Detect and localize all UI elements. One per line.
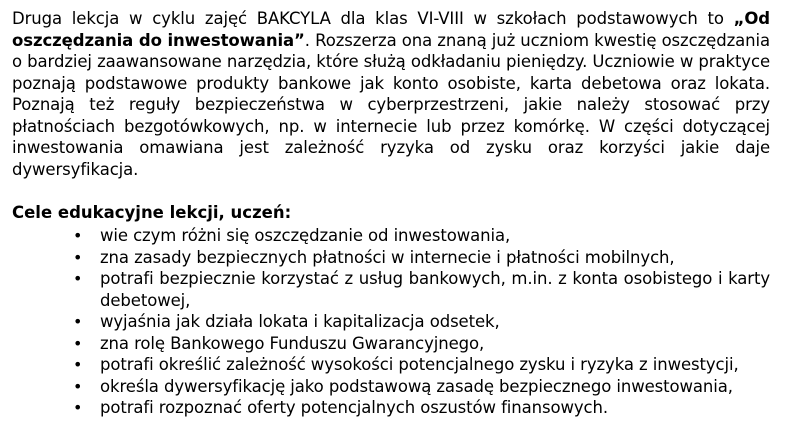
document-body <box>12 8 770 419</box>
goals-list <box>12 225 770 419</box>
goal-item <box>12 247 770 269</box>
goal-text: potrafi określić zależność wysokości potencjalnego zysku i ryzyka z inwestycji, <box>100 355 739 374</box>
goal-text: zna zasady bezpiecznych płatności w internecie i płatności mobilnych, <box>100 247 675 267</box>
goal-text: wie czym różni się oszczędzanie od inwestowania, <box>100 226 511 245</box>
goal-text: zna rolę Bankowego Funduszu Gwarancyjnego, <box>100 333 485 353</box>
bullet-icon: • <box>73 398 83 417</box>
lesson-title: „Od oszczędzania do inwestowania” <box>12 9 770 50</box>
bullet-icon: • <box>73 226 83 245</box>
goal-item <box>12 225 770 247</box>
bullet-icon: • <box>73 247 83 267</box>
goal-item <box>12 354 770 376</box>
intro-paragraph <box>12 8 770 180</box>
goal-text: potrafi bezpiecznie korzystać z usług bankowych, m.in. z konta osobistego i karty debetowej, <box>100 269 770 310</box>
bullet-icon: • <box>73 312 83 331</box>
goal-text: wyjaśnia jak działa lokata i kapitalizacja odsetek, <box>100 312 500 331</box>
goals-heading: Cele edukacyjne lekcji, uczeń: <box>12 203 292 222</box>
bullet-icon: • <box>73 355 83 374</box>
goal-item <box>12 311 770 333</box>
bullet-icon: • <box>73 376 83 396</box>
bullet-icon: • <box>73 269 83 288</box>
goal-text: potrafi rozpoznać oferty potencjalnych oszustów finansowych. <box>100 398 609 417</box>
goal-item <box>12 376 770 398</box>
goal-item <box>12 268 770 311</box>
goal-item <box>12 333 770 355</box>
goal-item <box>12 397 770 419</box>
goal-text: określa dywersyfikację jako podstawową zasadę bezpiecznego inwestowania, <box>100 376 733 396</box>
intro-text-start: Druga lekcja w cyklu zajęć BAKCYLA dla klas VI-VIII w szkołach podstawowych to <box>12 9 734 28</box>
intro-text-rest: . Rozszerza ona znaną już uczniom kwestię oszczędzania o bardziej zaawansowane narzędzia, które służą odkładaniu pieniędzy. Uczniowie w praktyce poznają podstawowe produkty bankowe jak konto osobiste, karta debetowa oraz lokata. Poznają też reguły bezpieczeństwa w cyberprzestrzeni, jakie należy stosować przy płatnościach bezgotówkowych, np. w internecie lub przez komórkę. W części dotyczącej inwestowania omawiana jest zależność ryzyka od zysku oraz korzyści jakie daje dywersyfikacja. <box>12 30 771 179</box>
bullet-icon: • <box>73 333 83 353</box>
